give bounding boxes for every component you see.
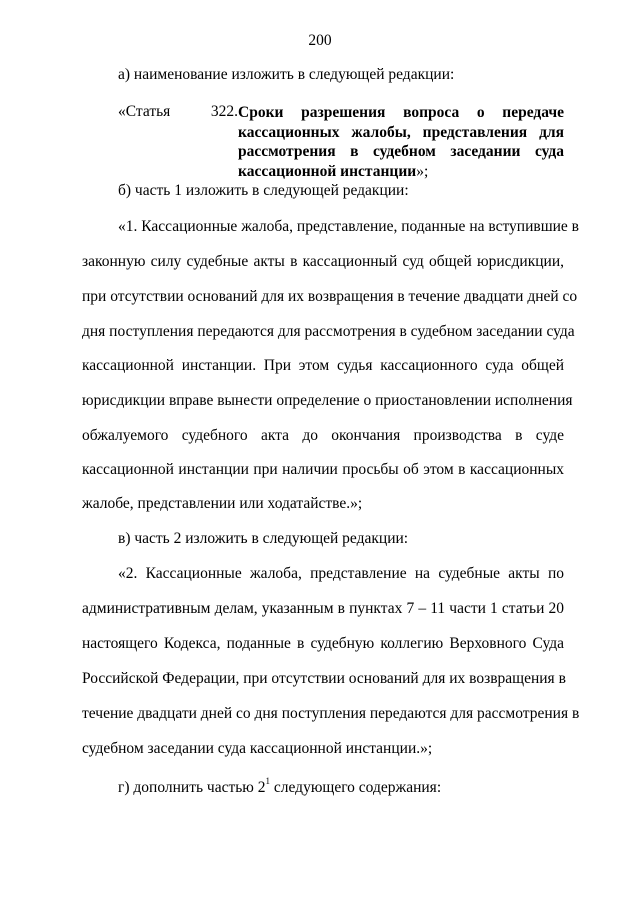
paragraph-line: настоящего Кодекса, поданные в судебную коллегию Верховного Суда [82,635,564,652]
item-g-superscript: 1 [265,776,271,786]
paragraph-line: юрисдикции вправе вынести определение о приостановлении исполнения [82,392,573,409]
item-v-line: в) часть 2 изложить в следующей редакции: [118,530,409,547]
article-word: «Статья [118,103,171,120]
paragraph-line: жалобе, представлении или ходатайстве.»; [82,495,363,512]
paragraph-line: кассационной инстанции. При этом судья кассационного суда общей [82,357,564,374]
article-heading [118,103,564,183]
article-title [238,103,564,181]
article-title-last-line [238,162,564,182]
item-g-line [118,776,441,797]
article-number: 322. [210,103,238,120]
paragraph-line: дня поступления передаются для рассмотрения в судебном заседании суда [82,323,575,340]
paragraph-line: законную силу судебные акты в кассационный суд общей юрисдикции, [82,253,564,270]
paragraph-line: кассационной инстанции при наличии просьбы об этом в кассационных [82,461,564,478]
item-a-line: а) наименование изложить в следующей редакции: [118,66,455,83]
article-title-line: рассмотрения в судебном заседании суда [238,143,564,160]
article-title-line: кассационной инстанции [238,162,417,180]
article-title-suffix: »; [416,162,429,180]
paragraph-line: административным делам, указанным в пунктах 7 – 11 части 1 статьи 20 [82,600,564,617]
paragraph-line: «2. Кассационные жалоба, представление на судебные акты по [118,565,564,582]
article-title-line: кассационных жалобы, представления для [238,123,564,141]
item-g-text: г) дополнить частью 2 [118,779,266,796]
paragraph-line: судебном заседании суда кассационной инстанции.»; [82,740,433,757]
item-b-line: б) часть 1 изложить в следующей редакции: [118,182,409,199]
paragraph-line: при отсутствии оснований для их возвращения в течение двадцати дней со [82,288,578,305]
paragraph-line: Российской Федерации, при отсутствии оснований для их возвращения в [82,670,566,687]
paragraph-line: «1. Кассационные жалоба, представление, поданные на вступившие в [118,218,580,235]
article-prefix [118,103,238,121]
page-number: 200 [308,32,332,49]
paragraph-line: течение двадцати дней со дня поступления передаются для рассмотрения в [82,705,580,722]
item-g-text-end: следующего содержания: [270,779,442,796]
article-title-line: Сроки разрешения вопроса о передаче [238,104,564,121]
paragraph-line: обжалуемого судебного акта до окончания производства в суде [82,427,564,444]
